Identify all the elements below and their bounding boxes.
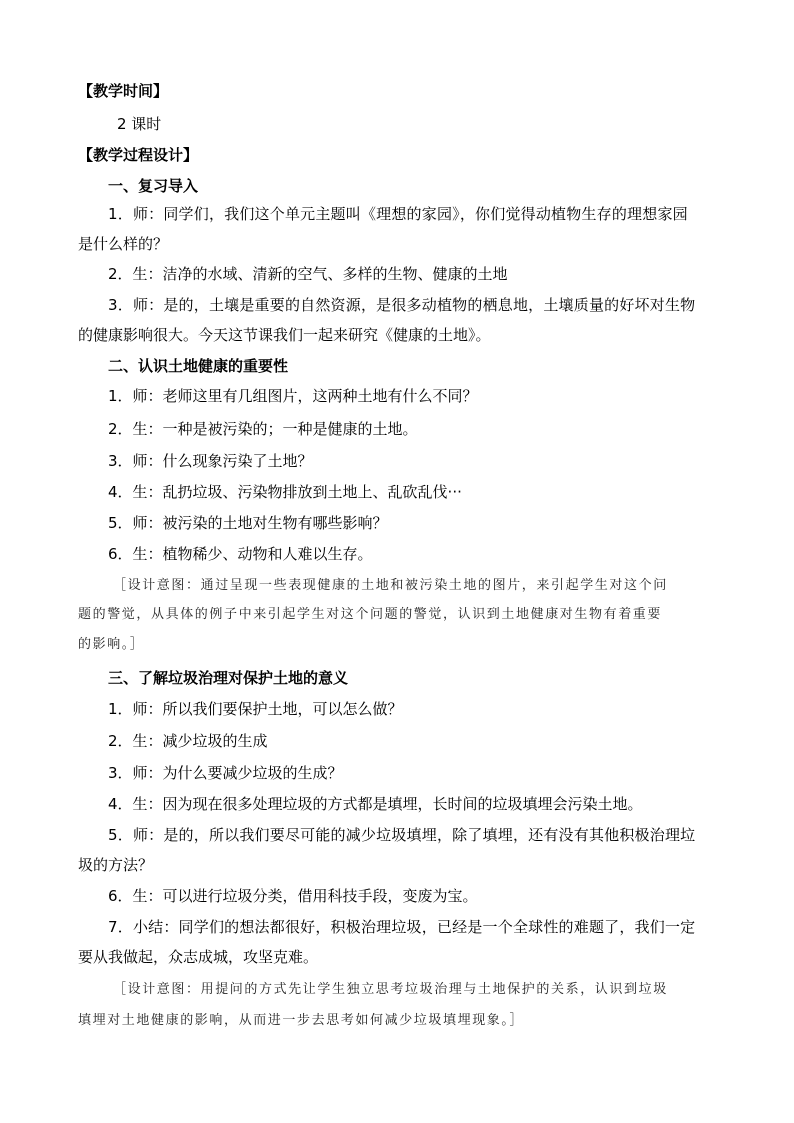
design-intent-note: ［设计意图：通过呈现一些表现健康的土地和被污染土地的图片，来引起学生对这个问	[113, 578, 668, 593]
paragraph-line: 5．师：是的，所以我们要尽可能的减少垃圾填埋，除了填埋，还有没有其他积极治理垃	[108, 826, 696, 844]
paragraph-line: 1．师：所以我们要保护土地，可以怎么做？	[108, 700, 403, 718]
design-intent-note: ［设计意图：用提问的方式先让学生独立思考垃圾治理与土地保护的关系，认识到垃圾	[113, 982, 668, 997]
paragraph-line: 圾的方法？	[78, 856, 154, 874]
paragraph-line: 的健康影响很大。今天这节课我们一起来研究《健康的土地》。	[78, 326, 491, 344]
paragraph-line: 2．生：减少垃圾的生成	[108, 732, 268, 750]
design-intent-note: 题的警觉，从具体的例子中来引起学生对这个问题的警觉，认识到土地健康对生物有着重要	[78, 607, 663, 622]
design-intent-note: 填埋对土地健康的影响，从而进一步去思考如何减少垃圾填埋现象。］	[78, 1013, 525, 1028]
time-heading: 【教学时间】	[78, 82, 169, 100]
paragraph-line: 是什么样的？	[78, 235, 169, 253]
paragraph-line: 2．生：一种是被污染的；一种是健康的土地。	[108, 420, 418, 438]
paragraph-line: 2．生：洁净的水域、清新的空气、多样的生物、健康的土地	[108, 265, 508, 283]
section-3-title: 三、了解垃圾治理对保护土地的意义	[108, 669, 349, 687]
section-1-title: 一、复习导入	[108, 177, 199, 195]
paragraph-line: 3．师：为什么要减少垃圾的生成？	[108, 764, 343, 782]
paragraph-line: 7．小结：同学们的想法都很好，积极治理垃圾，已经是一个全球性的难题了，我们一定	[108, 918, 696, 936]
process-heading: 【教学过程设计】	[78, 146, 199, 164]
paragraph-line: 5．师：被污染的土地对生物有哪些影响？	[108, 514, 388, 532]
section-2-title: 二、认识土地健康的重要性	[108, 357, 289, 375]
paragraph-line: 6．生：植物稀少、动物和人难以生存。	[108, 545, 373, 563]
paragraph-line: 6．生：可以进行垃圾分类，借用科技手段，变废为宝。	[108, 887, 478, 905]
paragraph-line: 3．师：什么现象污染了土地？	[108, 452, 313, 470]
design-intent-note: 的影响。］	[78, 637, 145, 652]
paragraph-line: 要从我做起，众志成城，攻坚克难。	[78, 948, 319, 966]
paragraph-line: 4．生：乱扔垃圾、污染物排放到土地上、乱砍乱伐···	[108, 483, 462, 501]
paragraph-line: 1．师：老师这里有几组图片，这两种土地有什么不同？	[108, 387, 478, 405]
paragraph-line: 3．师：是的，土壤是重要的自然资源，是很多动植物的栖息地，土壤质量的好坏对生物	[108, 296, 696, 314]
paragraph-line: 1．师：同学们，我们这个单元主题叫《理想的家园》，你们觉得动植物生存的理想家园	[108, 205, 688, 223]
time-value: 2 课时	[117, 115, 162, 133]
paragraph-line: 4．生：因为现在很多处理垃圾的方式都是填埋，长时间的垃圾填埋会污染土地。	[108, 795, 643, 813]
